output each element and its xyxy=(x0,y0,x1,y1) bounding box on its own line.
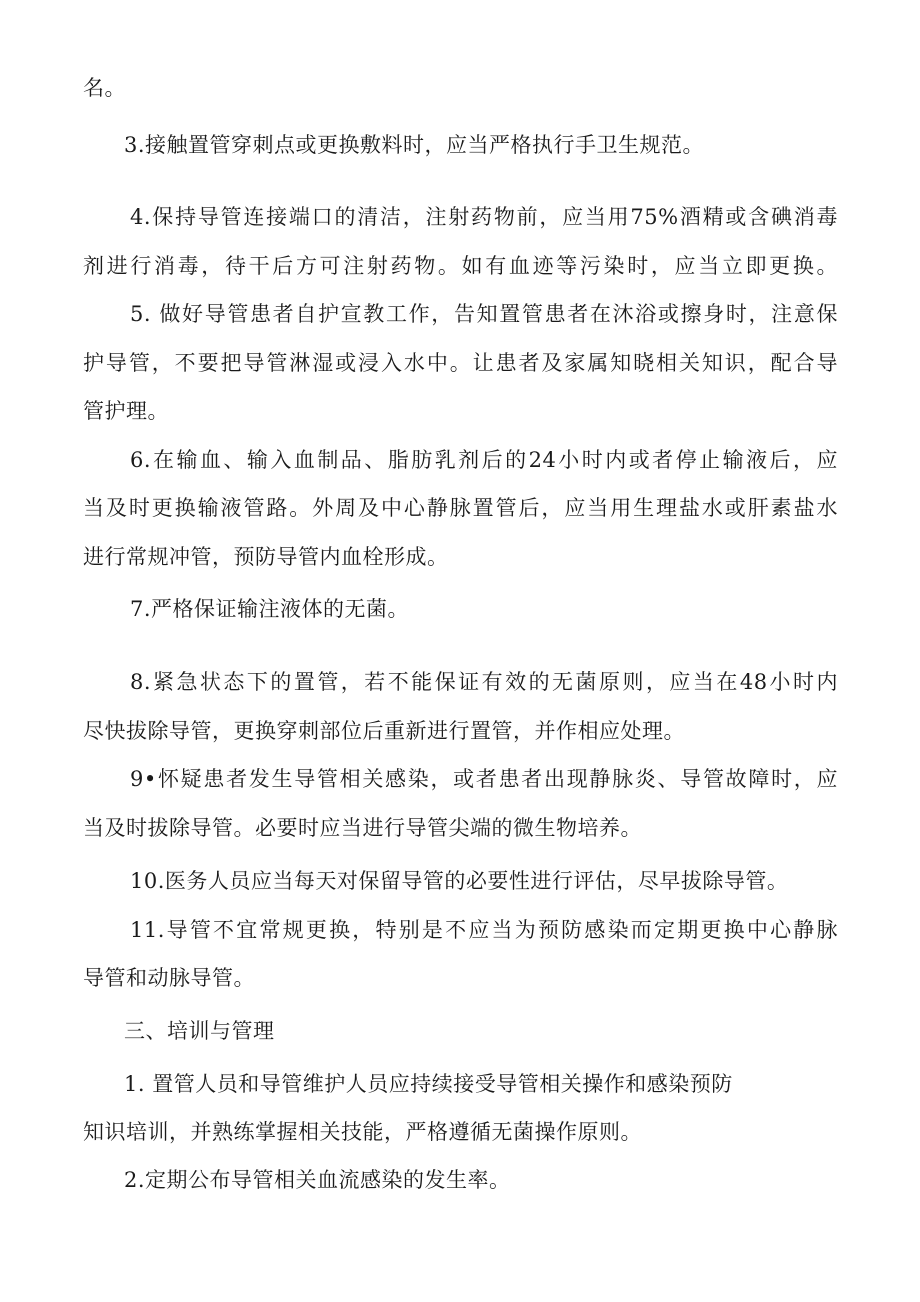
text-line: 知识培训，并熟练掌握相关技能，严格遵循无菌操作原则。 xyxy=(83,1120,642,1144)
text-line: 4.保持导管连接端口的清洁，注射药物前，应当用75%酒精或含碘消毒 xyxy=(130,205,838,229)
text-line: 6.在输血、输入血制品、脂肪乳剂后的24小时内或者停止输液后，应 xyxy=(130,448,838,472)
text-line: 当及时更换输液管路。外周及中心静脉置管后，应当用生理盐水或肝素盐水 xyxy=(83,496,838,520)
text-line: 当及时拔除导管。必要时应当进行导管尖端的微生物培养。 xyxy=(83,816,642,840)
text-line: 名。 xyxy=(83,76,126,100)
text-line: 5. 做好导管患者自护宣教工作，告知置管患者在沐浴或擦身时，注意保 xyxy=(130,302,838,326)
text-line: 进行常规冲管，预防导管内血栓形成。 xyxy=(83,545,449,569)
text-line: 9•怀疑患者发生导管相关感染，或者患者出现静脉炎、导管故障时，应 xyxy=(130,767,838,791)
text-line: 3.接触置管穿刺点或更换敷料时，应当严格执行手卫生规范。 xyxy=(124,133,705,157)
text-line: 尽快拔除导管，更换穿刺部位后重新进行置管，并作相应处理。 xyxy=(83,719,685,743)
text-line: 2.定期公布导管相关血流感染的发生率。 xyxy=(124,1168,511,1192)
text-line: 11.导管不宜常规更换，特别是不应当为预防感染而定期更换中心静脉 xyxy=(130,918,838,942)
text-line: 1. 置管人员和导管维护人员应持续接受导管相关操作和感染预防 xyxy=(124,1072,733,1096)
text-line: 7.严格保证输注液体的无菌。 xyxy=(130,597,410,621)
text-line: 护导管，不要把导管淋湿或浸入水中。让患者及家属知晓相关知识，配合导 xyxy=(83,351,838,375)
text-line: 剂进行消毒，待干后方可注射药物。如有血迹等污染时，应当立即更换。 xyxy=(83,254,838,278)
text-line: 10.医务人员应当每天对保留导管的必要性进行评估，尽早拔除导管。 xyxy=(130,869,789,893)
section-heading: 三、培训与管理 xyxy=(124,1019,275,1043)
text-line: 管护理。 xyxy=(83,399,169,423)
text-line: 导管和动脉导管。 xyxy=(83,966,255,990)
text-line: 8.紧急状态下的置管，若不能保证有效的无菌原则，应当在48小时内 xyxy=(130,670,838,694)
